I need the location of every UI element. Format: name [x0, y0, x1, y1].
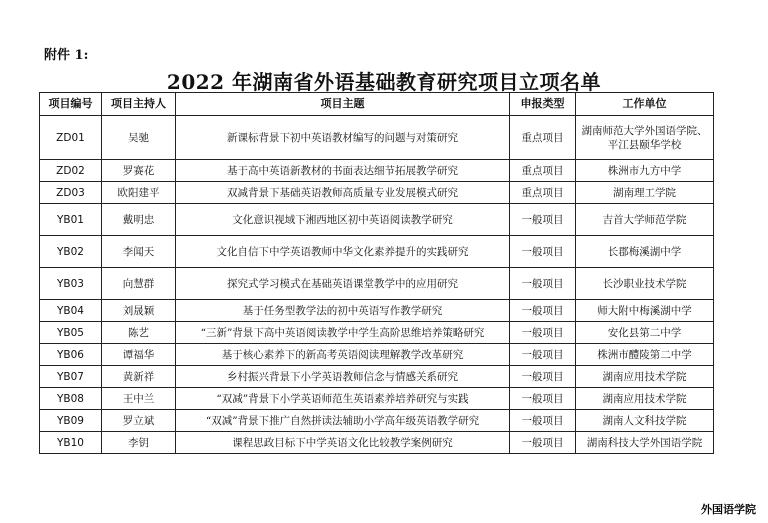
cell-type: 一般项目	[510, 388, 576, 410]
cell-project-id: YB08	[40, 388, 102, 410]
cell-host: 罗赛花	[102, 160, 176, 182]
cell-topic: 双减背景下基础英语教师高质量专业发展模式研究	[176, 182, 510, 204]
table-row	[40, 300, 714, 322]
cell-type: 一般项目	[510, 432, 576, 454]
cell-host: 李闻天	[102, 236, 176, 268]
cell-unit: 湖南人文科技学院	[576, 410, 714, 432]
cell-project-id: ZD01	[40, 116, 102, 160]
table-row	[40, 268, 714, 300]
cell-unit: 湖南科技大学外国语学院	[576, 432, 714, 454]
cell-host: 李钥	[102, 432, 176, 454]
cell-project-id: YB01	[40, 204, 102, 236]
cell-project-id: YB05	[40, 322, 102, 344]
cell-topic: 新课标背景下初中英语教材编写的问题与对策研究	[176, 116, 510, 160]
table-row	[40, 116, 714, 160]
table-row	[40, 410, 714, 432]
cell-host: 吴驰	[102, 116, 176, 160]
page-title: 2022 年湖南省外语基础教育研究项目立项名单	[166, 70, 602, 94]
cell-project-id: YB10	[40, 432, 102, 454]
table-row	[40, 160, 714, 182]
cell-project-id: YB02	[40, 236, 102, 268]
cell-topic: 探究式学习模式在基础英语课堂教学中的应用研究	[176, 268, 510, 300]
cell-type: 一般项目	[510, 366, 576, 388]
header-type: 申报类型	[510, 93, 576, 116]
attachment-label: 附件 1:	[44, 48, 89, 63]
cell-topic: 基于任务型教学法的初中英语写作教学研究	[176, 300, 510, 322]
header-project-id: 项目编号	[40, 93, 102, 116]
header-unit: 工作单位	[576, 93, 714, 116]
cell-unit: 吉首大学师范学院	[576, 204, 714, 236]
cell-type: 一般项目	[510, 204, 576, 236]
cell-type: 一般项目	[510, 236, 576, 268]
cell-project-id: YB06	[40, 344, 102, 366]
cell-topic: 文化自信下中学英语教师中华文化素养提升的实践研究	[176, 236, 510, 268]
cell-project-id: YB09	[40, 410, 102, 432]
cell-type: 一般项目	[510, 344, 576, 366]
cell-host: 刘晟颖	[102, 300, 176, 322]
cell-host: 黄新祥	[102, 366, 176, 388]
cell-host: 陈艺	[102, 322, 176, 344]
cell-unit: 湖南应用技术学院	[576, 366, 714, 388]
cell-type: 重点项目	[510, 116, 576, 160]
cell-unit: 长沙职业技术学院	[576, 268, 714, 300]
table-header-row	[40, 93, 714, 116]
cell-host: 罗立斌	[102, 410, 176, 432]
table-row	[40, 344, 714, 366]
cell-unit: 安化县第二中学	[576, 322, 714, 344]
cell-project-id: ZD03	[40, 182, 102, 204]
table-row	[40, 432, 714, 454]
cell-type: 重点项目	[510, 182, 576, 204]
project-table	[39, 92, 714, 454]
table-row	[40, 182, 714, 204]
cell-unit: 长郡梅溪湖中学	[576, 236, 714, 268]
cell-type: 一般项目	[510, 322, 576, 344]
cell-topic: 文化意识视域下湘西地区初中英语阅读教学研究	[176, 204, 510, 236]
cell-topic: 基于高中英语新教材的书面表达细节拓展教学研究	[176, 160, 510, 182]
cell-unit: 株洲市九方中学	[576, 160, 714, 182]
cell-unit: 湖南应用技术学院	[576, 388, 714, 410]
table-row	[40, 388, 714, 410]
cell-unit: 株洲市醴陵第二中学	[576, 344, 714, 366]
cell-project-id: YB07	[40, 366, 102, 388]
cell-topic: 乡村振兴背景下小学英语教师信念与情感关系研究	[176, 366, 510, 388]
cell-topic: 基于核心素养下的新高考英语阅读理解教学改革研究	[176, 344, 510, 366]
cell-host: 谭福华	[102, 344, 176, 366]
cell-topic: 课程思政目标下中学英语文化比较教学案例研究	[176, 432, 510, 454]
table-row	[40, 366, 714, 388]
cell-host: 欧阳建平	[102, 182, 176, 204]
cell-unit: 湖南理工学院	[576, 182, 714, 204]
cell-project-id: YB03	[40, 268, 102, 300]
header-topic: 项目主题	[176, 93, 510, 116]
header-host: 项目主持人	[102, 93, 176, 116]
cell-unit: 湖南师范大学外国语学院、平江县颐华学校	[576, 116, 714, 160]
table-row	[40, 236, 714, 268]
cell-topic: “三新”背景下高中英语阅读教学中学生高阶思维培养策略研究	[176, 322, 510, 344]
cell-host: 向慧群	[102, 268, 176, 300]
cell-host: 戴明忠	[102, 204, 176, 236]
cell-unit: 师大附中梅溪湖中学	[576, 300, 714, 322]
cell-type: 一般项目	[510, 300, 576, 322]
cell-project-id: YB04	[40, 300, 102, 322]
cell-type: 重点项目	[510, 160, 576, 182]
cell-project-id: ZD02	[40, 160, 102, 182]
cell-type: 一般项目	[510, 410, 576, 432]
cell-host: 王中兰	[102, 388, 176, 410]
cell-topic: “双减”背景下小学英语师范生英语素养培养研究与实践	[176, 388, 510, 410]
cell-type: 一般项目	[510, 268, 576, 300]
table-row	[40, 204, 714, 236]
watermark-text: 外国语学院	[701, 503, 756, 516]
cell-topic: “双减”背景下推广自然拼读法辅助小学高年级英语教学研究	[176, 410, 510, 432]
table-row	[40, 322, 714, 344]
